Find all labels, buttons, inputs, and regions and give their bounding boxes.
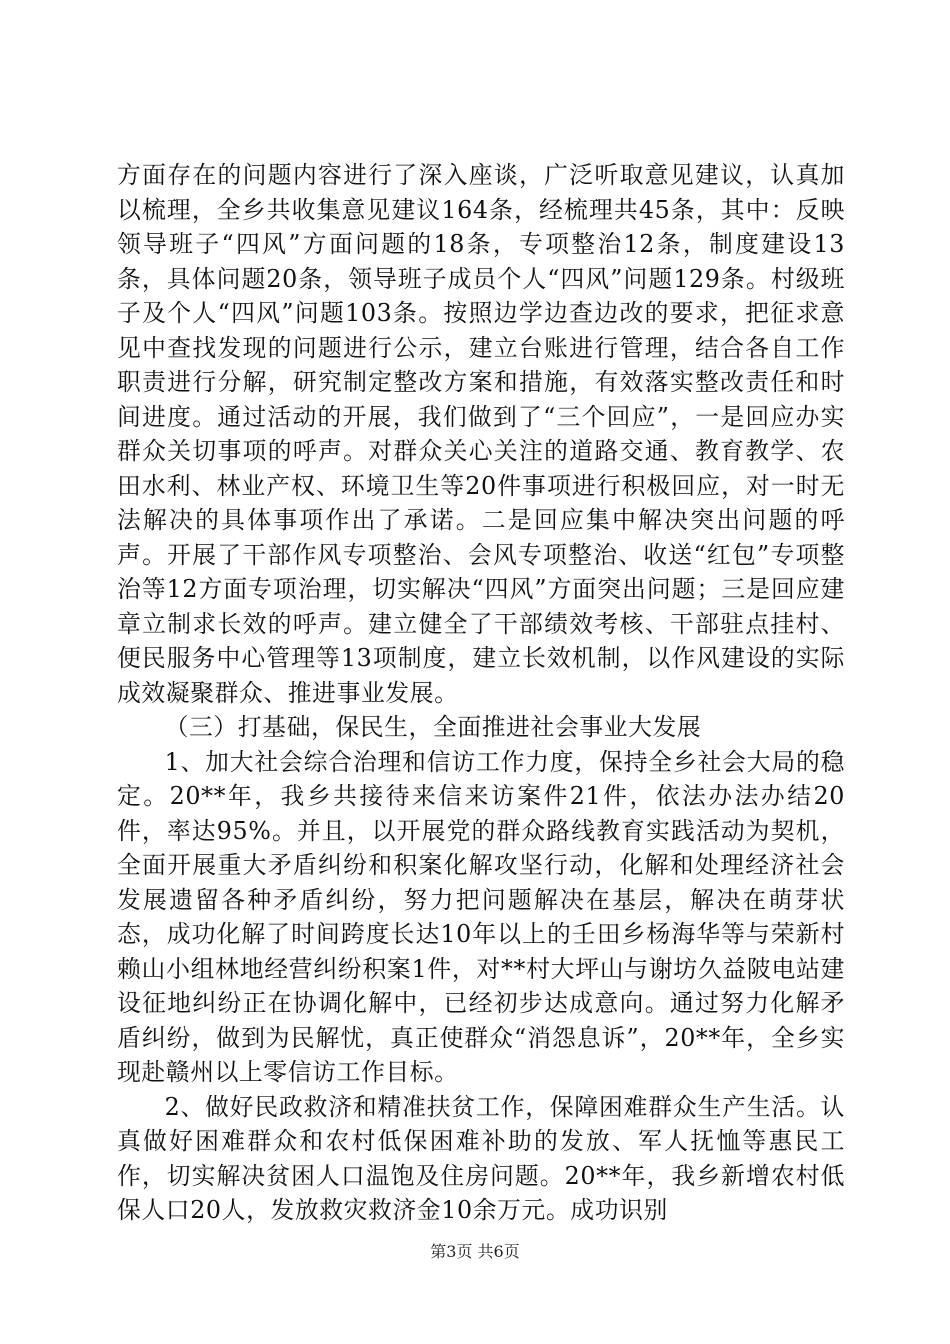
paragraph-continued: 方面存在的问题内容进行了深入座谈，广泛听取意见建议，认真加以梳理，全乡共收集意见建议164条，经梳理共45条，其中：反映领导班子“四风”方面问题的18条，专项整治12条，制度建设13条，具体问题20条，领导班子成员个人“四风”问题129条。村级班子及个人“四风”问题103条。按照边学边查边改的要求，把征求意见中查找发现的问题进行公示，建立台账进行管理，结合各自工作职责进行分解，研究制定整改方案和措施，有效落实整改责任和时间进度。通过活动的开展，我们做到了“三个回应”，一是回应办实群众关切事项的呼声。对群众关心关注的道路交通、教育教学、农田水利、林业产权、环境卫生等20件事项进行积极回应，对一时无法解决的具体事项作出了承诺。二是回应集中解决突出问题的呼声。开展了干部作风专项整治、会风专项整治、收送“红包”专项整治等12方面专项治理，切实解决“四风”方面突出问题；三是回应建章立制求长效的呼声。建立健全了干部绩效考核、干部驻点挂村、便民服务中心管理等13项制度，建立长效机制，以作风建设的实际成效凝聚群众、推进事业发展。 xyxy=(117,161,845,707)
document-body xyxy=(117,158,845,1228)
section-heading: （三）打基础，保民生，全面推进社会事业大发展 xyxy=(164,713,702,741)
paragraph-item-2: 2、做好民政救济和精准扶贫工作，保障困难群众生产生活。认真做好困难群众和农村低保困难补助的发放、军人抚恤等惠民工作，切实解决贫困人口温饱及住房问题。20**年，我乡新增农村低保人口20人，发放救灾救济金10余万元。成功识别 xyxy=(117,1092,845,1224)
paragraph-item-1: 1、加大社会综合治理和信访工作力度，保持全乡社会大局的稳定。20**年，我乡共接待来信来访案件21件，依法办法办结20件，率达95%。并且，以开展党的群众路线教育实践活动为契机，全面开展重大矛盾纠纷和积案化解攻坚行动，化解和处理经济社会发展遗留各种矛盾纠纷，努力把问题解决在基层，解决在萌芽状态，成功化解了时间跨度长达10年以上的壬田乡杨海华等与荣新村赖山小组林地经营纠纷积案1件，对**村大坪山与谢坊久益陂电站建设征地纠纷正在协调化解中，已经初步达成意向。通过努力化解矛盾纠纷，做到为民解忧，真正使群众“消怨息诉”，20**年，全乡实现赴赣州以上零信访工作目标。 xyxy=(117,747,845,1086)
page-footer: 第3页 共6页 xyxy=(430,1242,520,1261)
